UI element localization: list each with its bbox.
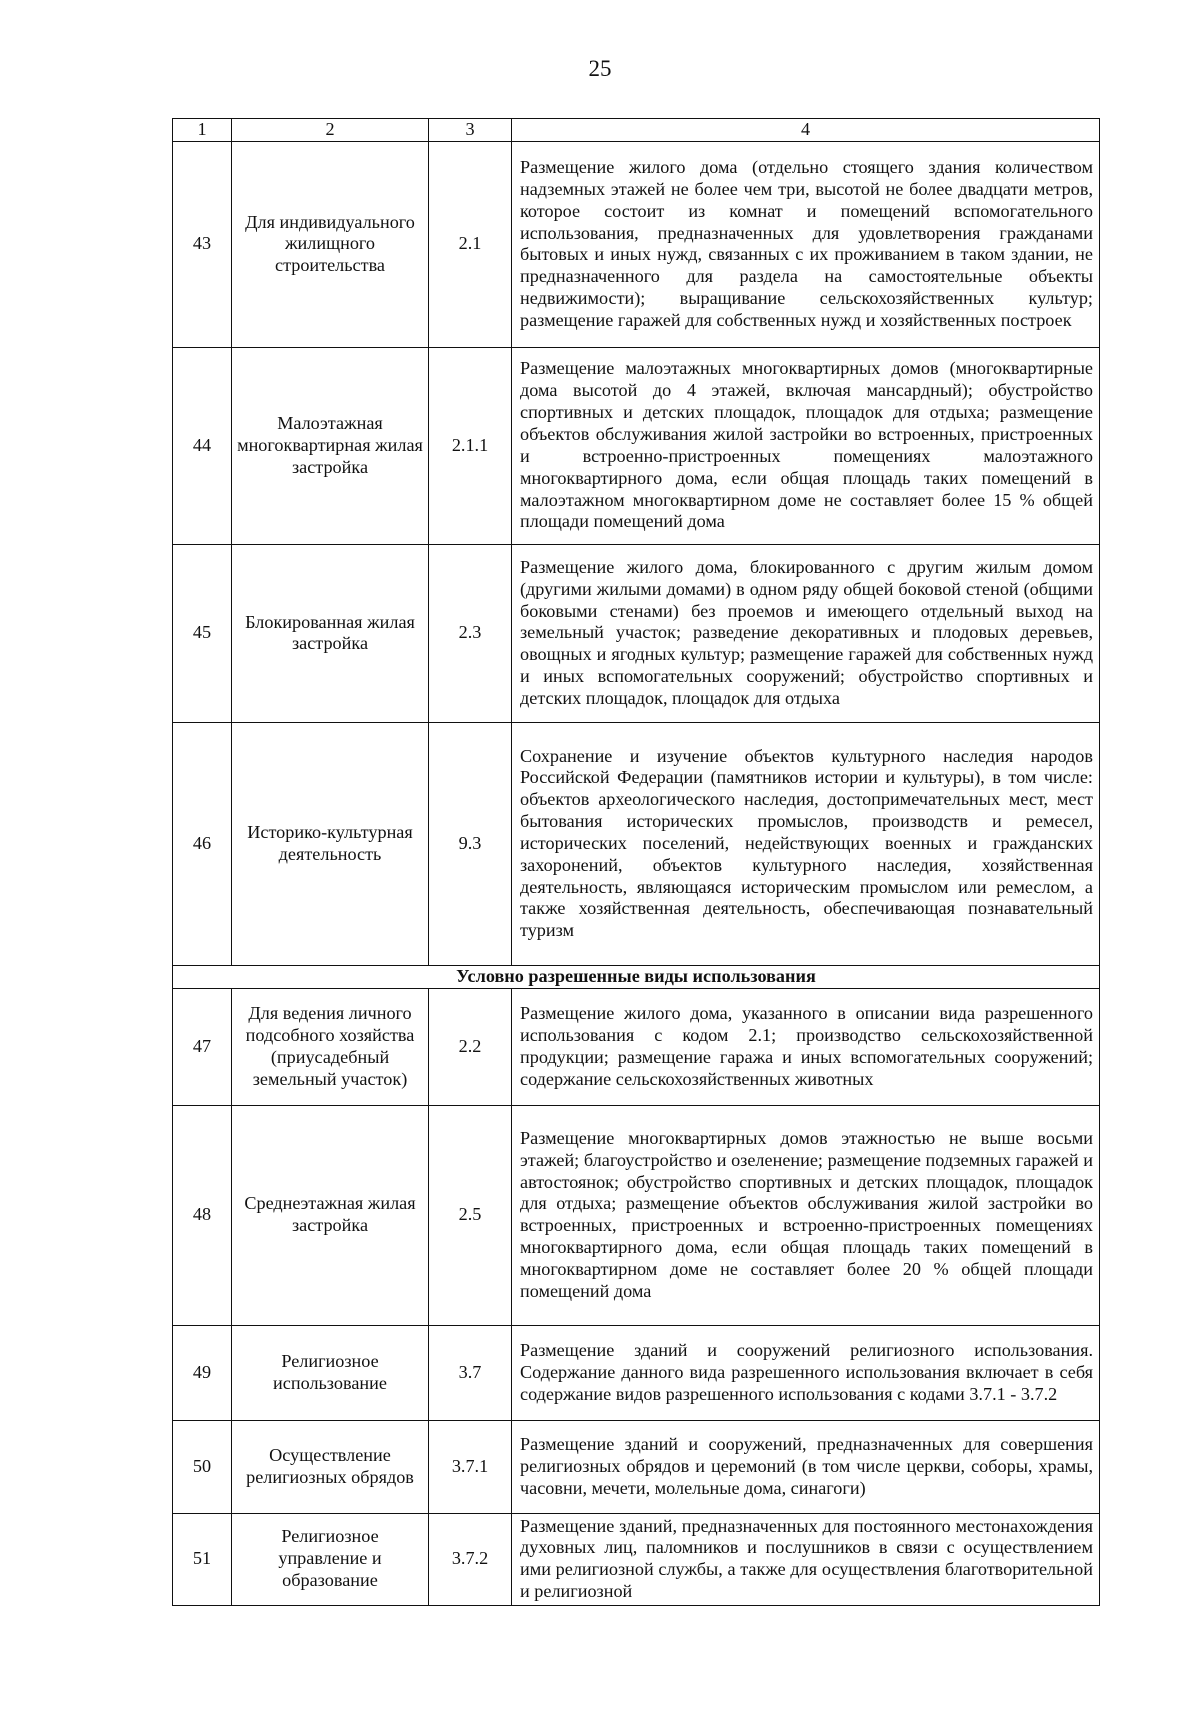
use-type-description: Размещение многоквартирных домов этажностью не выше восьми этажей; благоустройство и озеленение; размещение подземных гаражей и автостоянок; обустройство спортивных и детских площадок, площадок для отдыха; размещение объектов обслуживания жилой застройки во встроенных, пристроенных и встроенно-пристроенных помещениях многоквартирного дома, если общая площадь таких помещений в многоквартирном доме не составляет более 20 % общей площади помещений дома [512, 1105, 1100, 1325]
row-number: 47 [173, 988, 232, 1105]
table-row [173, 1513, 1100, 1605]
use-type-description: Размещение зданий и сооружений, предназначенных для совершения религиозных обрядов и церемоний (в том числе церкви, соборы, храмы, часовни, мечети, молельные дома, синагоги) [512, 1420, 1100, 1513]
header-cell: 3 [429, 119, 512, 142]
table-row [173, 141, 1100, 347]
table-header-row [173, 119, 1100, 142]
row-number: 46 [173, 722, 232, 965]
use-type-name: Среднеэтажная жилая застройка [232, 1105, 429, 1325]
header-cell: 4 [512, 119, 1100, 142]
use-type-description: Размещение жилого дома, указанного в описании вида разрешенного использования с кодом 2.1; производство сельскохозяйственной продукции; размещение гаража и иных вспомогательных сооружений; содержание сельскохозяйственных животных [512, 988, 1100, 1105]
use-type-description: Размещение жилого дома (отдельно стоящего здания количеством надземных этажей не более чем три, высотой не более двадцати метров, которое состоит из комнат и помещений вспомогательного использования, предназначенных для удовлетворения гражданами бытовых и иных нужд, связанных с их проживанием в таком здании, не предназначенного для раздела на самостоятельные объекты недвижимости); выращивание сельскохозяйственных культур; размещение гаражей для собственных нужд и хозяйственных построек [512, 141, 1100, 347]
use-type-name: Религиозное управление и образование [232, 1513, 429, 1605]
use-type-name: Блокированная жилая застройка [232, 544, 429, 722]
row-number: 43 [173, 141, 232, 347]
use-type-name: Для индивидуального жилищного строительства [232, 141, 429, 347]
table-row [173, 347, 1100, 544]
header-cell: 2 [232, 119, 429, 142]
use-type-name: Осуществление религиозных обрядов [232, 1420, 429, 1513]
table-row [173, 1325, 1100, 1420]
use-type-code: 3.7 [429, 1325, 512, 1420]
use-type-description: Размещение жилого дома, блокированного с другим жилым домом (другими жилыми домами) в одном ряду общей боковой стеной (общими боковыми стенами) без проемов и имеющего отдельный выход на земельный участок; разведение декоративных и плодовых деревьев, овощных и ягодных культур; размещение гаражей для собственных нужд и иных вспомогательных сооружений; обустройство спортивных и детских площадок, площадок для отдыха [512, 544, 1100, 722]
use-type-description: Размещение малоэтажных многоквартирных домов (многоквартирные дома высотой до 4 этажей, включая мансардный); обустройство спортивных и детских площадок, площадок для отдыха; размещение объектов обслуживания жилой застройки во встроенных, пристроенных и встроенно-пристроенных помещениях малоэтажного многоквартирного дома, если общая площадь таких помещений в малоэтажном многоквартирном доме не составляет более 15 % общей площади помещений дома [512, 347, 1100, 544]
row-number: 48 [173, 1105, 232, 1325]
land-use-table [172, 118, 1100, 1606]
use-type-name: Малоэтажная многоквартирная жилая застройка [232, 347, 429, 544]
row-number: 50 [173, 1420, 232, 1513]
table-row [173, 544, 1100, 722]
use-type-code: 2.3 [429, 544, 512, 722]
use-type-name: Религиозное использование [232, 1325, 429, 1420]
use-type-code: 9.3 [429, 722, 512, 965]
use-type-description: Размещение зданий и сооружений религиозного использования. Содержание данного вида разрешенного использования включает в себя содержание видов разрешенного использования с кодами 3.7.1 - 3.7.2 [512, 1325, 1100, 1420]
use-type-code: 3.7.1 [429, 1420, 512, 1513]
table-row [173, 722, 1100, 965]
use-type-code: 3.7.2 [429, 1513, 512, 1605]
table-row [173, 988, 1100, 1105]
table-row [173, 1105, 1100, 1325]
use-type-name: Историко-культурная деятельность [232, 722, 429, 965]
section-title: Условно разрешенные виды использования [173, 965, 1100, 988]
use-type-code: 2.1 [429, 141, 512, 347]
row-number: 51 [173, 1513, 232, 1605]
page-number: 25 [588, 56, 612, 81]
table-row [173, 1420, 1100, 1513]
header-cell: 1 [173, 119, 232, 142]
use-type-code: 2.5 [429, 1105, 512, 1325]
use-type-name: Для ведения личного подсобного хозяйства (приусадебный земельный участок) [232, 988, 429, 1105]
row-number: 49 [173, 1325, 232, 1420]
use-type-description: Размещение зданий, предназначенных для постоянного местонахождения духовных лиц, паломников и послушников в связи с осуществлением ими религиозной службы, а также для осуществления благотворительной и религиозной [512, 1513, 1100, 1605]
row-number: 45 [173, 544, 232, 722]
use-type-code: 2.2 [429, 988, 512, 1105]
use-type-description: Сохранение и изучение объектов культурного наследия народов Российской Федерации (памятников истории и культуры), в том числе: объектов археологического наследия, достопримечательных мест, мест бытования исторических промыслов, производств и ремесел, исторических поселений, недействующих военных и гражданских захоронений, объектов культурного наследия, хозяйственная деятельность, являющаяся историческим промыслом или ремеслом, а также хозяйственная деятельность, обеспечивающая познавательный туризм [512, 722, 1100, 965]
use-type-code: 2.1.1 [429, 347, 512, 544]
section-header-row [173, 965, 1100, 988]
row-number: 44 [173, 347, 232, 544]
